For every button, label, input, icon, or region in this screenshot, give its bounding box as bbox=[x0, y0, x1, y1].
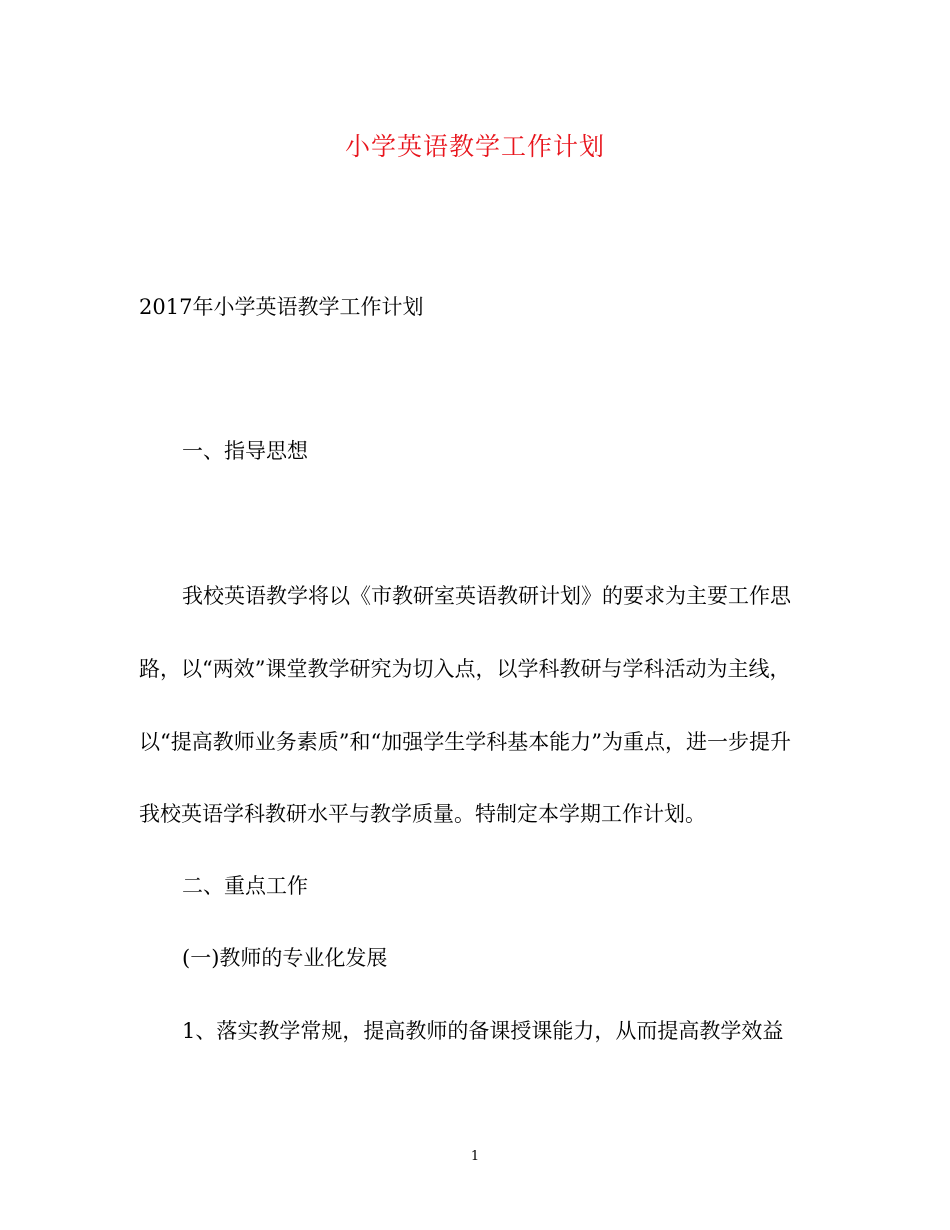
paragraph-line-1: 我校英语教学将以《市教研室英语教研计划》的要求为主要工作思 bbox=[182, 584, 791, 608]
list-item-1: 1、落实教学常规，提高教师的备课授课能力，从而提高教学效益 bbox=[182, 1019, 784, 1043]
paragraph-line-2: 路，以“两效”课堂教学研究为切入点，以学科教研与学科活动为主线， bbox=[139, 657, 791, 681]
subsection-heading-teacher-development: (一)教师的专业化发展 bbox=[182, 946, 388, 970]
page-number: 1 bbox=[470, 1149, 480, 1164]
paragraph-line-4: 我校英语学科教研水平与教学质量。特制定本学期工作计划。 bbox=[139, 802, 706, 826]
section-heading-key-work: 二、重点工作 bbox=[182, 874, 308, 898]
paragraph-line-3: 以“提高教师业务素质”和“加强学生学科基本能力”为重点，进一步提升 bbox=[139, 730, 791, 754]
section-heading-guiding-ideology: 一、指导思想 bbox=[182, 439, 308, 463]
document-title: 小学英语教学工作计划 bbox=[344, 132, 605, 161]
document-subtitle: 2017年小学英语教学工作计划 bbox=[139, 295, 424, 319]
